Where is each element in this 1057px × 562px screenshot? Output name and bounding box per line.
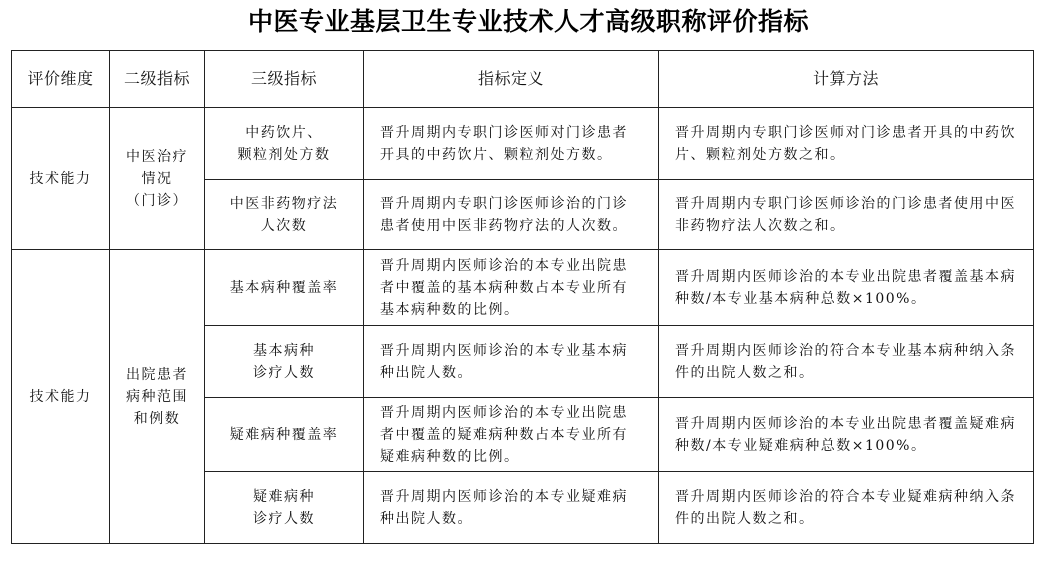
header-secondary: 二级指标 (110, 51, 205, 108)
dimension-cell: 技术能力 (12, 108, 110, 250)
method-cell: 晋升周期内医师诊治的符合本专业基本病种纳入条件的出院人数之和。 (659, 326, 1034, 398)
definition-cell: 晋升周期内医师诊治的本专业疑难病种出院人数。 (364, 472, 659, 544)
tertiary-cell: 疑难病种 诊疗人数 (205, 472, 364, 544)
tertiary-cell: 疑难病种覆盖率 (205, 398, 364, 472)
method-cell: 晋升周期内医师诊治的本专业出院患者覆盖基本病种数/本专业基本病种总数×100%。 (659, 250, 1034, 326)
header-dimension: 评价维度 (12, 51, 110, 108)
secondary-cell: 中医治疗 情况 （门诊） (110, 108, 205, 250)
secondary-cell: 出院患者 病种范围 和例数 (110, 250, 205, 544)
definition-cell: 晋升周期内医师诊治的本专业出院患者中覆盖的基本病种数占本专业所有基本病种数的比例。 (364, 250, 659, 326)
method-cell: 晋升周期内医师诊治的符合本专业疑难病种纳入条件的出院人数之和。 (659, 472, 1034, 544)
header-tertiary: 三级指标 (205, 51, 364, 108)
definition-cell: 晋升周期内医师诊治的本专业出院患者中覆盖的疑难病种数占本专业所有疑难病种数的比例。 (364, 398, 659, 472)
page-title: 中医专业基层卫生专业技术人才高级职称评价指标 (247, 7, 809, 36)
definition-cell: 晋升周期内专职门诊医师对门诊患者开具的中药饮片、颗粒剂处方数。 (364, 108, 659, 180)
definition-cell: 晋升周期内医师诊治的本专业基本病种出院人数。 (364, 326, 659, 398)
definition-cell: 晋升周期内专职门诊医师诊治的门诊患者使用中医非药物疗法的人次数。 (364, 180, 659, 250)
tertiary-cell: 中医非药物疗法 人次数 (205, 180, 364, 250)
dimension-cell: 技术能力 (12, 250, 110, 544)
method-cell: 晋升周期内专职门诊医师诊治的门诊患者使用中医非药物疗法人次数之和。 (659, 180, 1034, 250)
method-cell: 晋升周期内专职门诊医师对门诊患者开具的中药饮片、颗粒剂处方数之和。 (659, 108, 1034, 180)
tertiary-cell: 中药饮片、 颗粒剂处方数 (205, 108, 364, 180)
table-row (12, 250, 1034, 326)
method-cell: 晋升周期内医师诊治的本专业出院患者覆盖疑难病种数/本专业疑难病种总数×100%。 (659, 398, 1034, 472)
table-row (12, 108, 1034, 180)
indicator-table (11, 50, 1034, 544)
header-method: 计算方法 (659, 51, 1034, 108)
header-definition: 指标定义 (364, 51, 659, 108)
tertiary-cell: 基本病种 诊疗人数 (205, 326, 364, 398)
tertiary-cell: 基本病种覆盖率 (205, 250, 364, 326)
table-header-row (12, 51, 1034, 108)
